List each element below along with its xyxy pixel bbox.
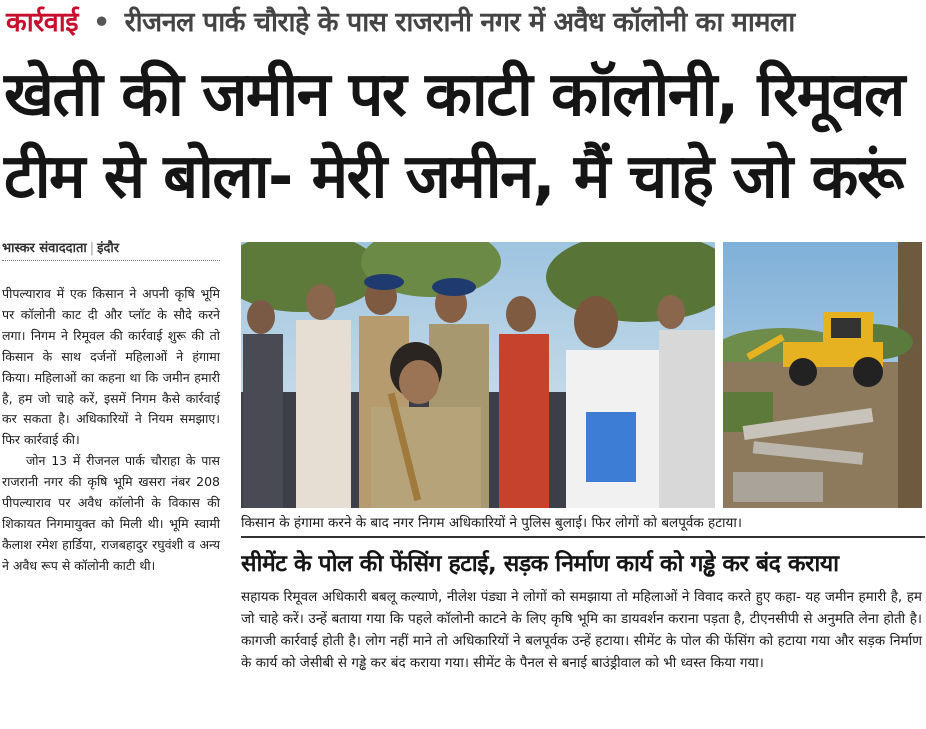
section-divider [241, 536, 925, 538]
byline [2, 238, 220, 261]
kicker-tag: कार्रवाई [6, 7, 79, 38]
jcb-demolition-photo [723, 242, 922, 508]
subheading: सीमेंट के पोल की फेंसिंग हटाई, सड़क निर्माण कार्य को गड्ढे कर बंद कराया [241, 551, 839, 577]
byline-reporter: भास्कर संवाददाता [2, 241, 87, 256]
right-paragraph: सहायक रिमूवल अधिकारी बबलू कल्याणे, नीलेश पंड्या ने लोगों को समझाया तो महिलाओं ने विवाद करते हुए कहा- यह जमीन हमारी है, हम जो चाहे करें। उन्हें बताया गया कि पहले कॉलोनी काटने के लिए कृषि भूमि का डायवर्शन कराना पड़ता है, टीएनसीपी से अनुमति लेना होती है। कागजी कार्रवाई होती है। लोग नहीं माने तो अधिकारियों ने बलपूर्वक उन्हें हटाया। सीमेंट के पोल की फेंसिंग को हटाया गया और सड़क निर्माण के कार्य को जेसीबी से गड्ढे कर बंद कराया गया। सीमेंट के पैनल से बनाई बाउंड्रीवाल को भी ध्वस्त किया गया। [241, 589, 922, 671]
right-column-body [241, 586, 922, 674]
jcb-photo-illustration [723, 242, 922, 508]
kicker-line [6, 4, 920, 42]
headline-line-2: टीम से बोला- मेरी जमीन, मैं चाहे जो करूं [4, 141, 903, 212]
left-paragraph-2: जोन 13 में रीजनल पार्क चौराहा के पास राजरानी नगर की कृषि भूमि खसरा नंबर 208 पीपल्याराव पर अवैध कॉलोनी के विकास की शिकायत निगमायुक्त को मिली थी। भूमि स्वामी कैलाश रमेश हार्डिया, राजबहादुर रघुवंशी व अन्य ने अवैध रूप से कॉलोनी काटी थी। [2, 453, 220, 573]
protest-photo [241, 242, 715, 508]
protest-photo-illustration [241, 242, 715, 508]
left-paragraph-1: पीपल्याराव में एक किसान ने अपनी कृषि भूमि पर कॉलोनी काट दी और प्लॉट के सौदे करने लगा। निगम ने रिमूवल की कार्रवाई शुरू की तो किसान के साथ दर्जनों महिलाओं ने हंगामा किया। महिलाओं का कहना था कि जमीन हमारी है, हम जो चाहे करें, इसमें निगम कैसे कार्रवाई कर सकता है। अधिकारियों ने नियम समझाए। फिर कार्रवाई की। [2, 286, 220, 448]
kicker-bullet: • [92, 7, 110, 38]
byline-separator: | [89, 241, 95, 256]
byline-city: इंदौर [97, 241, 120, 256]
photo-caption: किसान के हंगामा करने के बाद नगर निगम अधिकारियों ने पुलिस बुलाई। फिर लोगों को बलपूर्वक हटाया। [241, 515, 742, 531]
kicker-text: रीजनल पार्क चौराहे के पास राजरानी नगर में अवैध कॉलोनी का मामला [124, 7, 795, 38]
headline-line-1: खेती की जमीन पर काटी कॉलोनी, रिमूवल [4, 59, 904, 130]
left-column-body [2, 284, 220, 577]
